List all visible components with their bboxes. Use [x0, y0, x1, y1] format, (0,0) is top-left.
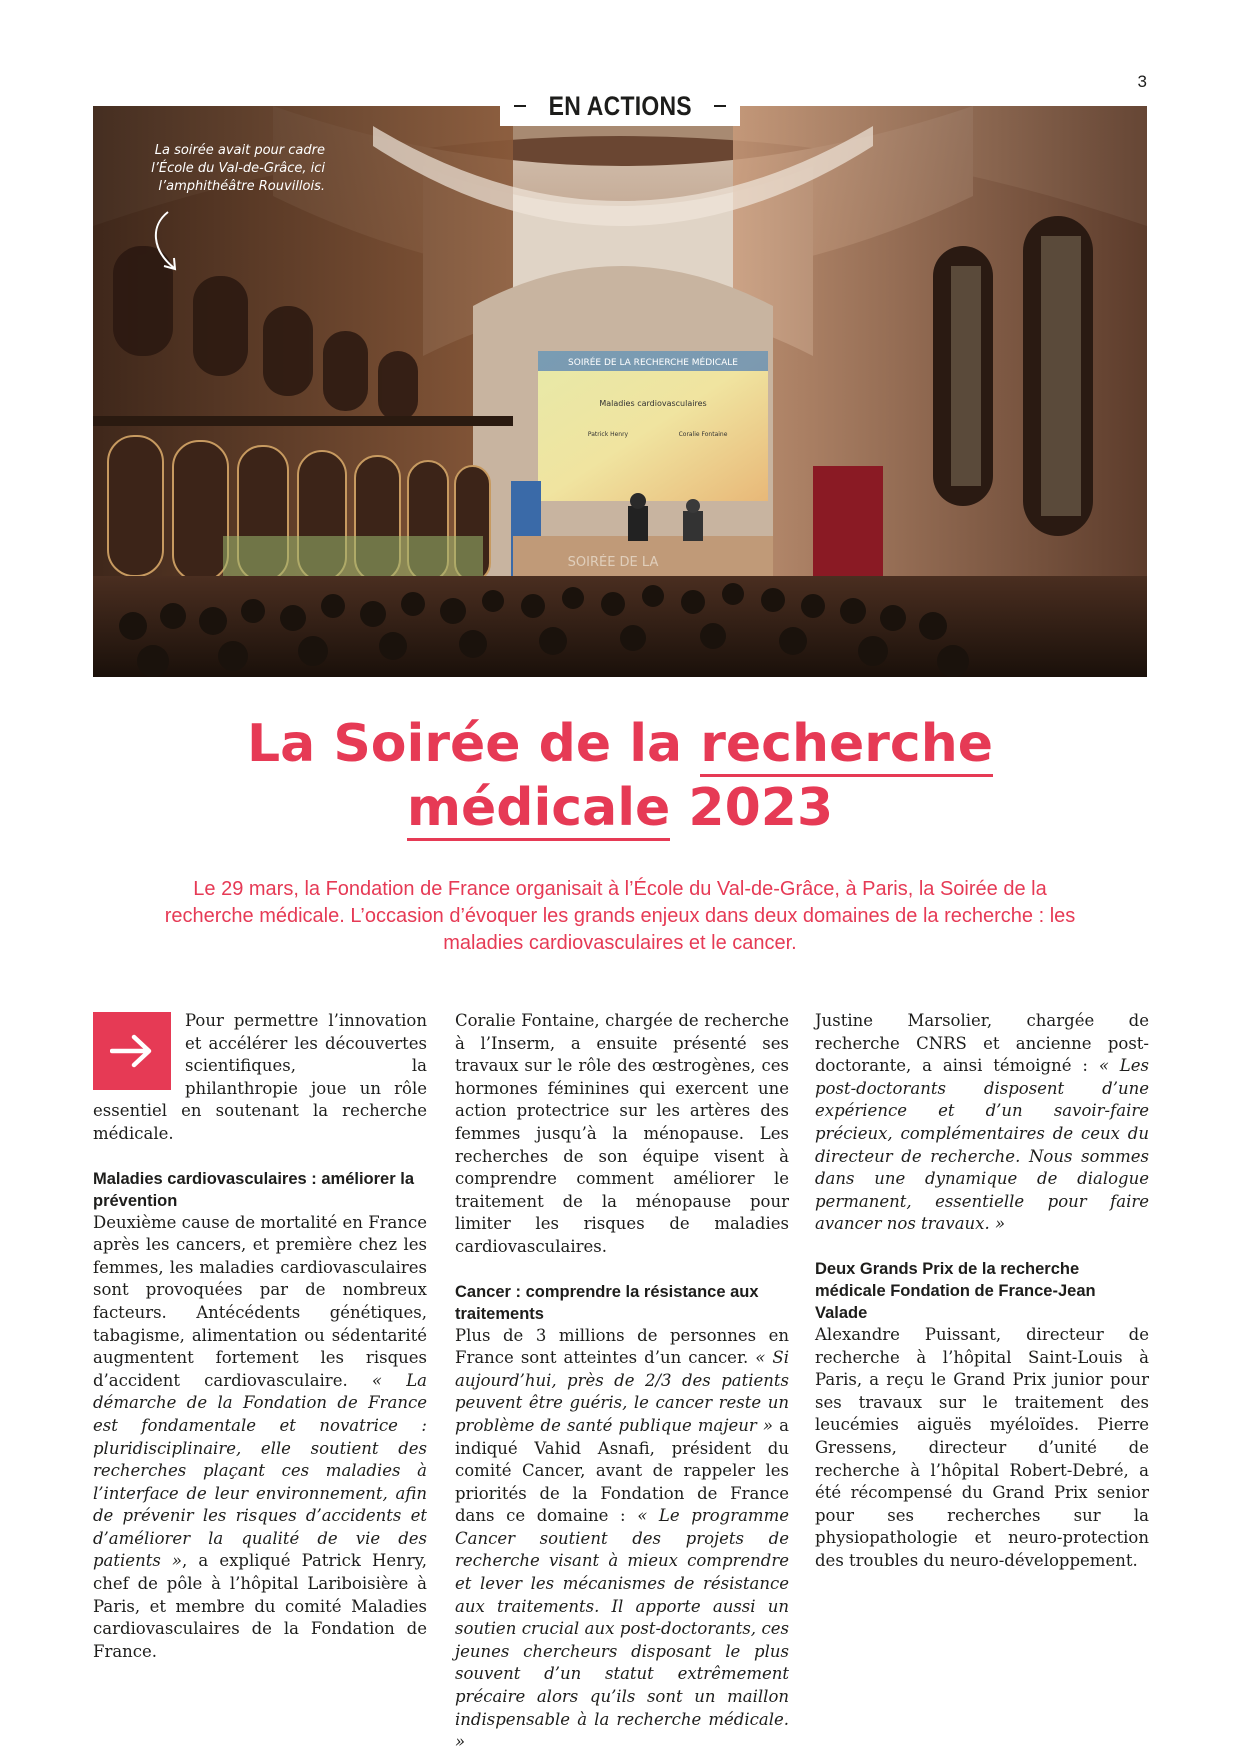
- paragraph-fontaine: Coralie Fontaine, chargée de recherche à l’Inserm, a ensuite présenté ses travaux sur le rôle des œstrogènes, ces hormones féminines qui exercent une action protectrice sur les artères des femmes jusqu’à la ménopause. Les recherches de son équipe visent à comprendre comment améliorer le traitement de la ménopause pour limiter les risques de maladies cardiovasculaires.: [455, 1011, 789, 1256]
- title-part-4: 2023: [670, 778, 834, 838]
- heading-cardio: Maladies cardiovasculaires : améliorer la prévention: [93, 1169, 415, 1210]
- screen-name-left: Patrick Henry: [587, 431, 629, 438]
- screen-title: SOIRÉE DE LA RECHERCHE MÉDICALE: [568, 358, 738, 368]
- heading-cancer: Cancer : comprendre la résistance aux traitements: [455, 1282, 759, 1323]
- paragraph-cardio: Deuxième cause de mortalité en France après les cancers, et première chez les femmes, les maladies cardiovasculaires sont provoquées par de nombreux facteurs. Antécédents génétiques, tabagisme, alimentation ou sédentarité augmentent fortement les risques d’accident cardiovasculaire. « La démarche de la Fondation de France est fondamentale et novatrice : pluridisciplinaire, elle soutient des recherches plaçant ces maladies à l’interface de leur environnement, afin de prévenir les risques d’accidents et d’améliorer la qualité de vie des patients », a expliqué Patrick Henry, chef de pôle à l’hôpital Lariboisière à Paris, et membre du comité Maladies cardiovasculaires de la Fondation de France.: [93, 1212, 427, 1661]
- section-tag-label: EN ACTIONS: [548, 90, 692, 121]
- article-column-1: [93, 1010, 427, 1663]
- tag-dash-left: [514, 105, 526, 107]
- article-lead: Pour permettre l’innovation et accélérer les découvertes scientifiques, la philanthropie joue un rôle essentiel en soutenant la recherche médicale.: [93, 1011, 427, 1143]
- page-number: 3: [1137, 72, 1147, 91]
- quote-cardio: « La démarche de la Fondation de France est fondamentale et novatrice : pluridisciplinaire, elle soutient des recherches plaçant ces maladies à l’interface de leur environnement, afin de prévenir les risques d’accidents et d’améliorer la qualité de vie des patients »: [93, 1370, 427, 1571]
- screen-name-right: Coralie Fontaine: [678, 431, 728, 438]
- quote-cancer-2: « Le programme Cancer soutient des projets de recherche visant à mieux comprendre et lever les mécanismes de résistance aux traitements. Il apporte aussi un soutien crucial aux post-doctorants, ces jeunes chercheurs disposant le plus souvent d’un statut extrêmement précaire alors qu’ils sont un maillon indispensable à la recherche médicale. »: [455, 1506, 789, 1752]
- heading-prix: Deux Grands Prix de la recherche médicale Fondation de France-Jean Valade: [815, 1259, 1096, 1322]
- tag-dash-right: [714, 105, 726, 107]
- article-intro: Le 29 mars, la Fondation de France organisait à l’École du Val-de-Grâce, à Paris, la Soirée de la recherche médicale. L’occasion d’évoquer les grands enjeux dans deux domaines de la recherche : les maladies cardiovasculaires et le cancer.: [164, 878, 1076, 954]
- stage-banner: SOIRÉE DE LA: [567, 555, 659, 570]
- title-part-2: recherche: [700, 714, 993, 777]
- paragraph-marsolier: Justine Marsolier, chargée de recherche CNRS et ancienne post-doctorante, a ainsi témoigné : « Les post-doctorants disposent d’une expérience et d’un savoir-faire précieux, complémentaires de ceux du directeur de recherche. Nous sommes dans une dynamique de dialogue permanent, essentielle pour faire avancer nos travaux. »: [815, 1011, 1150, 1234]
- article-column-3-flow: [815, 1010, 1149, 1572]
- section-tag: [0, 86, 1240, 126]
- quote-cancer-1: « Si aujourd’hui, près de 2/3 des patients peuvent être guéris, le cancer reste un problème de santé publique majeur »: [455, 1348, 789, 1435]
- paragraph-cancer: Plus de 3 millions de personnes en France sont atteintes d’un cancer. « Si aujourd’hui, près de 2/3 des patients peuvent être guéris, le cancer reste un problème de santé publique majeur » a indiqué Vahid Asnafi, président du comité Cancer, avant de rappeler les priorités de la Fondation de France dans ce domaine : « Le programme Cancer soutient des projets de recherche visant à mieux comprendre et lever les mécanismes de résistance aux traitements. Il apporte aussi un soutien crucial aux post-doctorants, ces jeunes chercheurs disposant le plus souvent d’un statut extrêmement précaire alors qu’ils sont un maillon indispensable à la recherche médicale. »: [455, 1325, 789, 1752]
- photo-caption: La soirée avait pour cadre l’École du Val-de-Grâce, ici l’amphithéâtre Rouvillois.: [151, 143, 325, 194]
- quote-marsolier: « Les post-doctorants disposent d’une expérience et d’un savoir-faire précieux, complémentaires de ceux du directeur de recherche. Nous sommes dans une dynamique de dialogue permanent, essentielle pour faire avancer nos travaux. »: [815, 1056, 1150, 1234]
- curved-arrow-icon: [148, 208, 188, 278]
- title-part-3: médicale: [407, 778, 671, 841]
- arrow-right-icon: [93, 1012, 171, 1090]
- screen-topic: Maladies cardiovasculaires: [599, 399, 707, 408]
- article-title: [140, 712, 1100, 840]
- title-part-1: La Soirée de la: [246, 714, 701, 774]
- article-column-2: [455, 1010, 789, 1754]
- paragraph-prix: Alexandre Puissant, directeur de recherche à l’hôpital Saint-Louis à Paris, a reçu le Grand Prix junior pour ses travaux sur le traitement des leucémies aiguës myéloïdes. Pierre Gressens, directeur d’unité de recherche à l’hôpital Robert-Debré, a été récompensé du Grand Prix senior pour ses recherches sur la physiopathologie et neuro-protection des troubles du neuro-développement.: [815, 1324, 1149, 1570]
